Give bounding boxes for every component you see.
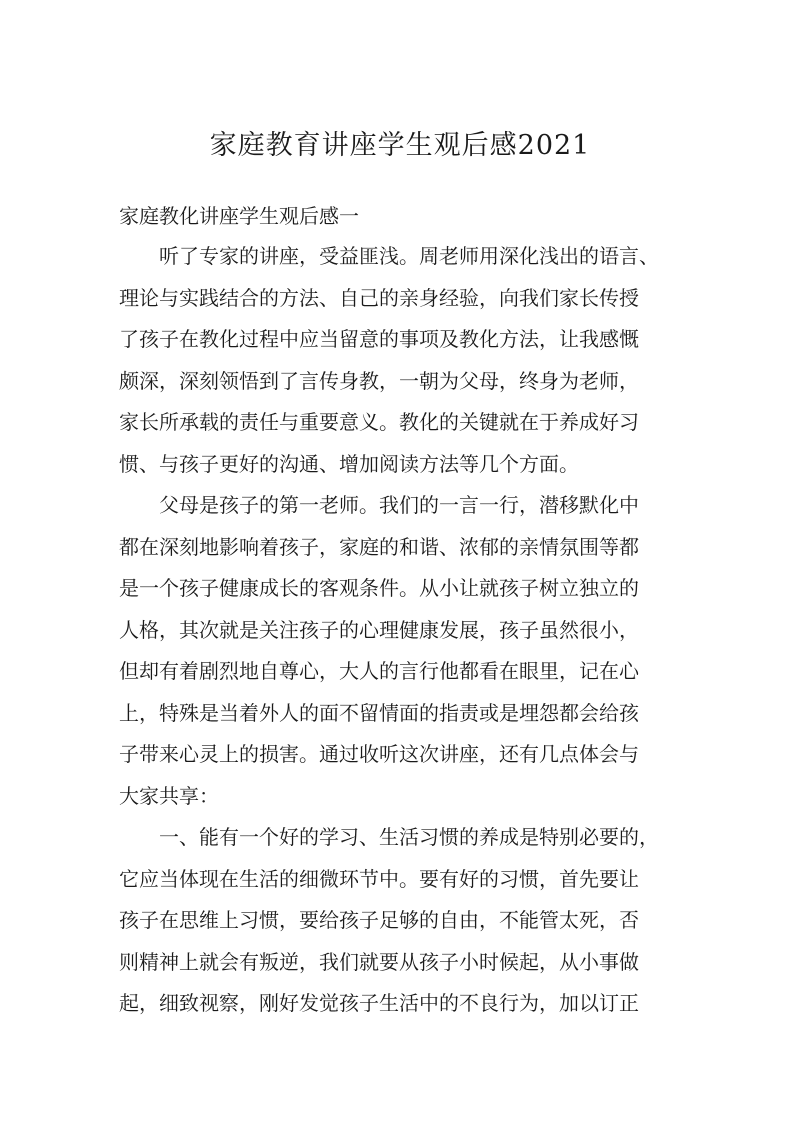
paragraph-line: 颇深，深刻领悟到了言传身教，一朝为父母，终身为老师， xyxy=(119,368,639,393)
paragraph-line: 人格，其次就是关注孩子的心理健康发展，孩子虽然很小， xyxy=(119,617,639,642)
paragraph-line: 都在深刻地影响着孩子，家庭的和谐、浓郁的亲情氛围等都 xyxy=(119,534,639,559)
paragraph-line: 惯、与孩子更好的沟通、增加阅读方法等几个方面。 xyxy=(119,451,579,476)
paragraph-line: 但却有着剧烈地自尊心，大人的言行他都看在眼里，记在心 xyxy=(119,659,639,683)
paragraph-line: 父母是孩子的第一老师。我们的一言一行，潜移默化中 xyxy=(159,493,639,517)
paragraph-line: 听了专家的讲座，受益匪浅。周老师用深化浅出的语言、 xyxy=(159,244,659,268)
document-subtitle: 家庭教化讲座学生观后感一 xyxy=(119,204,359,228)
paragraph-1 xyxy=(119,236,689,485)
paragraph-line: 家长所承载的责任与重要意义。教化的关键就在于养成好习 xyxy=(119,410,639,434)
paragraph-line: 子带来心灵上的损害。通过收听这次讲座，还有几点体会与 xyxy=(119,742,639,766)
paragraph-line: 则精神上就会有叛逆，我们就要从孩子小时候起，从小事做 xyxy=(119,949,639,974)
paragraph-line: 起，细致视察，刚好发觉孩子生活中的不良行为，加以订正 xyxy=(119,991,639,1015)
paragraph-line: 是一个孩子健康成长的客观条件。从小让就孩子树立独立的 xyxy=(119,576,639,600)
paragraph-line: 孩子在思维上习惯，要给孩子足够的自由，不能管太死，否 xyxy=(119,908,639,932)
paragraph-2 xyxy=(119,485,689,817)
document-body xyxy=(119,236,689,1025)
paragraph-line: 一、能有一个好的学习、生活习惯的养成是特别必要的， xyxy=(159,825,659,849)
paragraph-line: 了孩子在教化过程中应当留意的事项及教化方法，让我感慨 xyxy=(119,327,639,351)
paragraph-line: 它应当体现在生活的细微环节中。要有好的习惯，首先要让 xyxy=(119,866,639,891)
paragraph-line: 大家共享： xyxy=(119,783,219,808)
document-title: 家庭教育讲座学生观后感2021 xyxy=(209,130,591,161)
paragraph-3 xyxy=(119,817,689,1025)
paragraph-line: 理论与实践结合的方法、自己的亲身经验，向我们家长传授 xyxy=(119,285,639,310)
paragraph-line: 上，特殊是当着外人的面不留情面的指责或是埋怨都会给孩 xyxy=(119,700,639,725)
